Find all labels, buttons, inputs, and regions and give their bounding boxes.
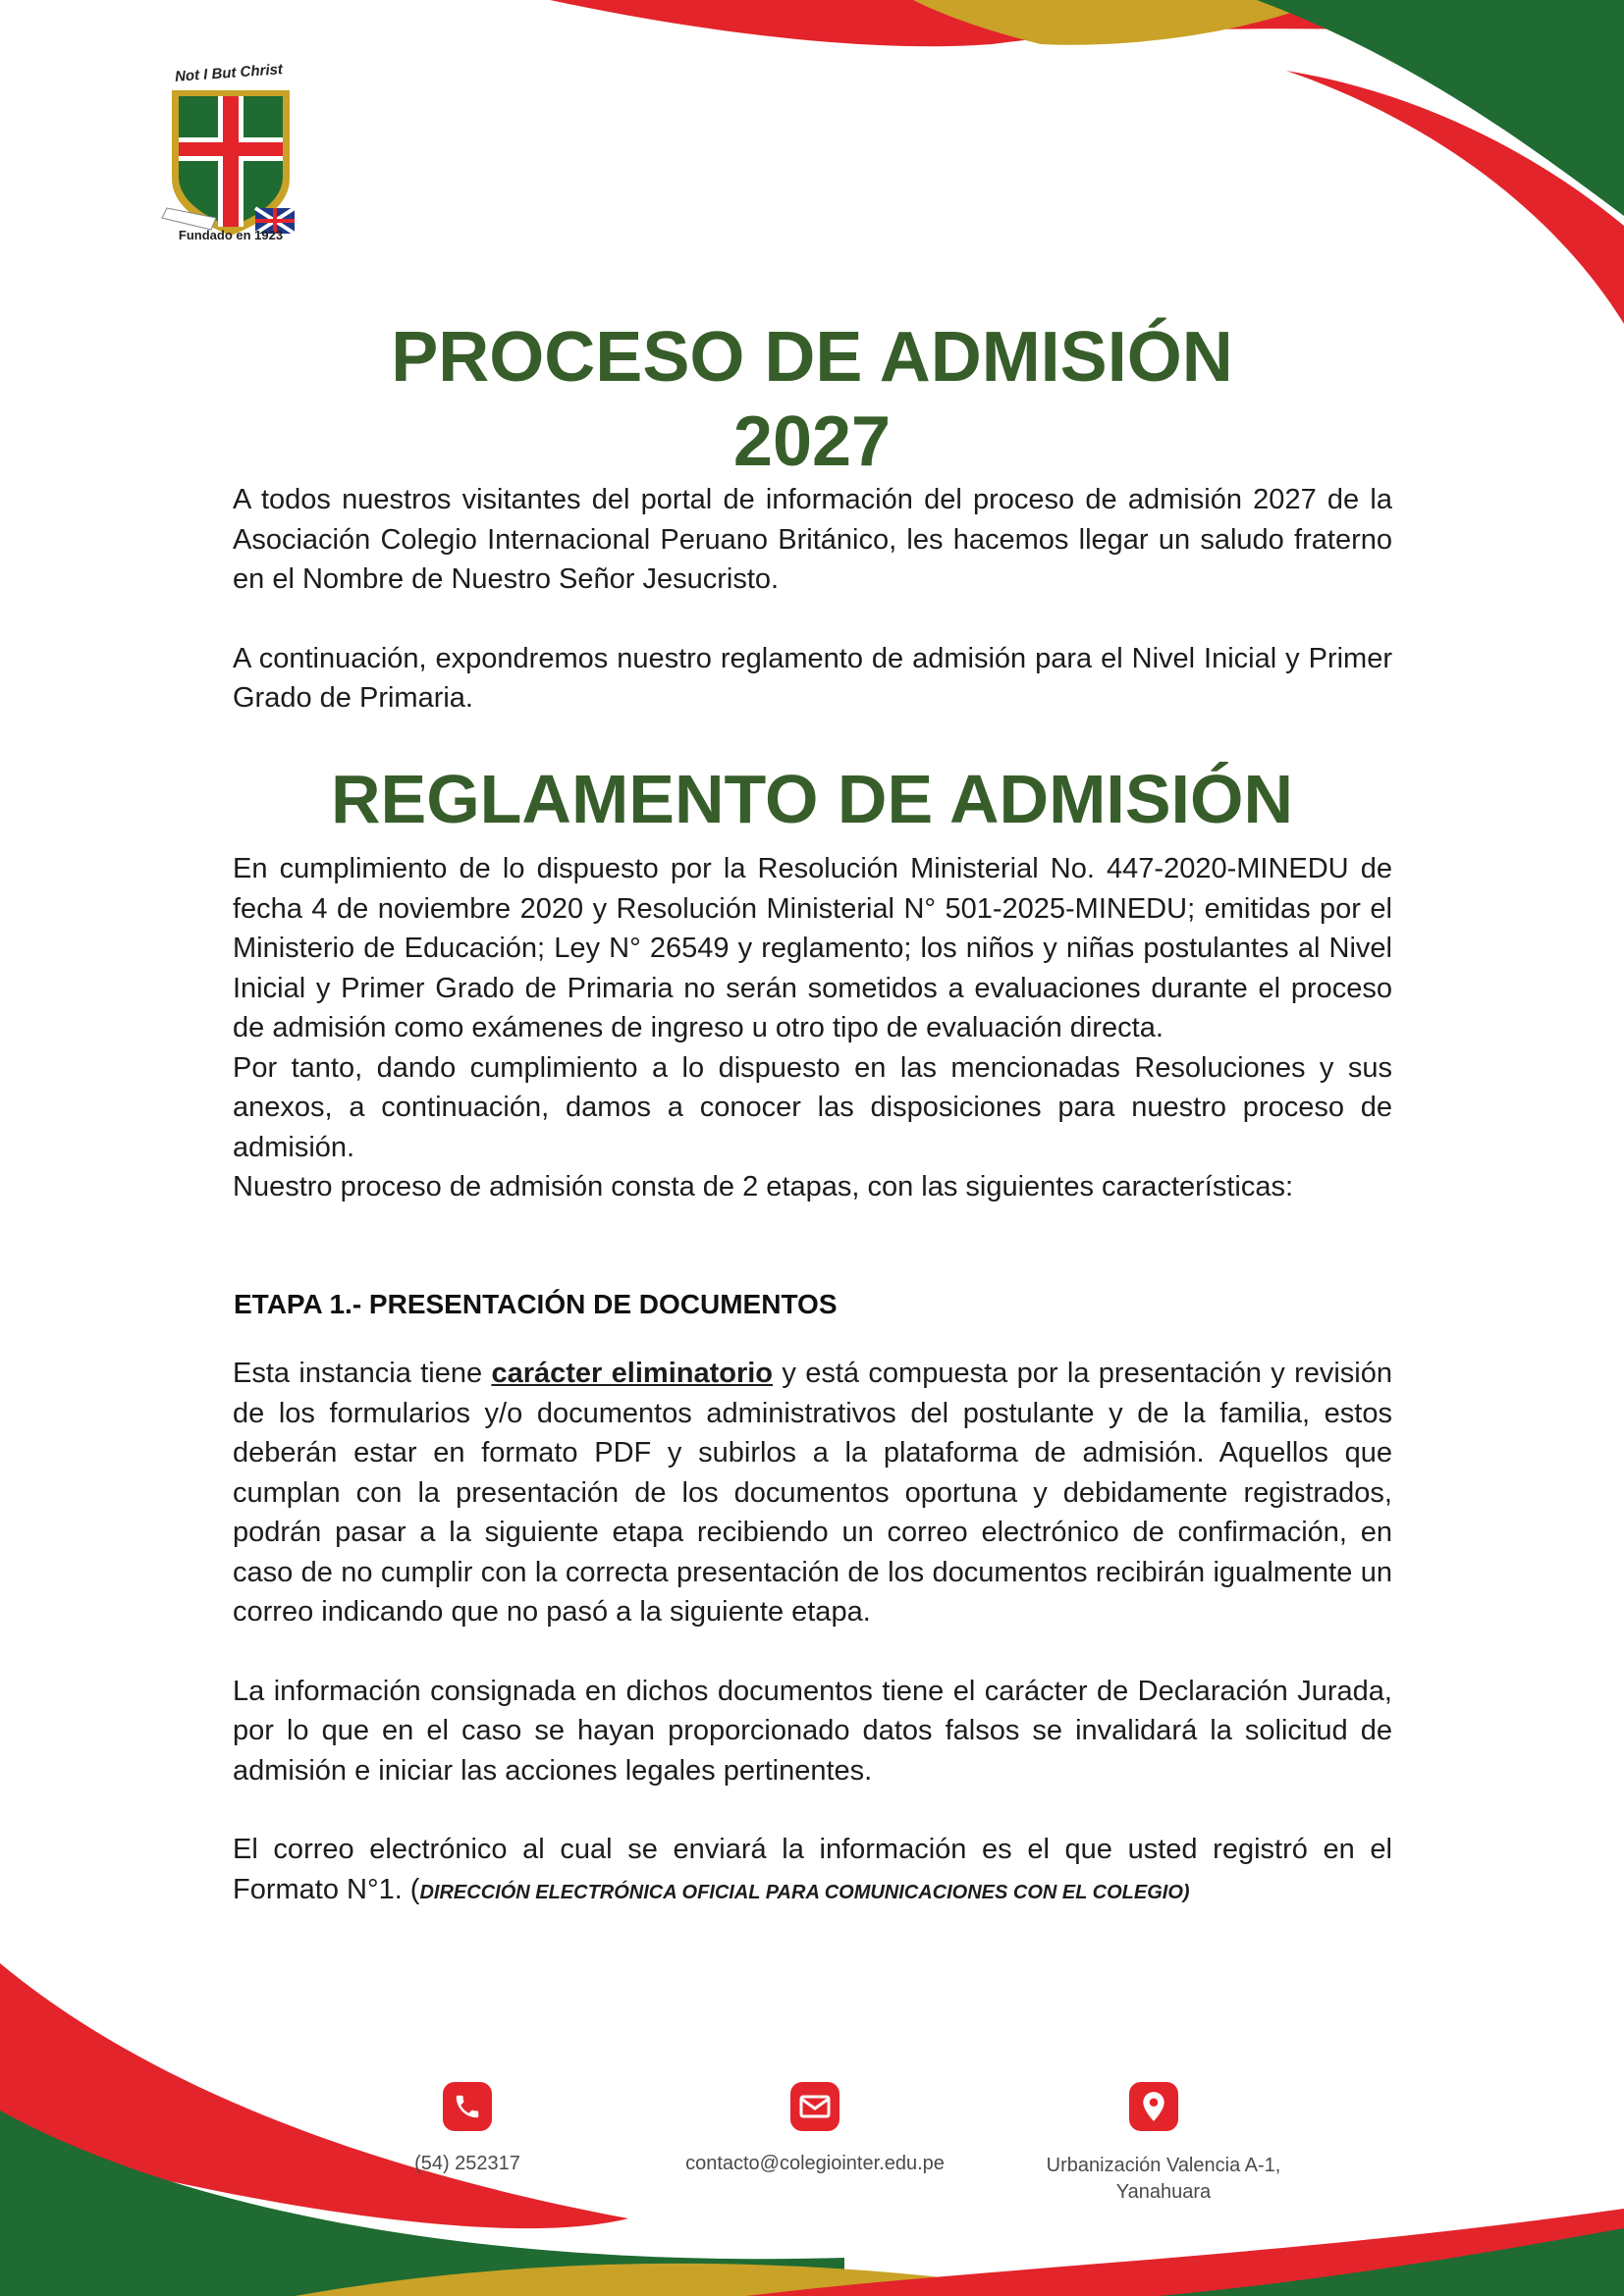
stage-1-paragraph-1 [233, 1354, 1392, 1632]
footer-phone: (54) 252317 [414, 2153, 520, 2174]
official-email-note: DIRECCIÓN ELECTRÓNICA OFICIAL PARA COMUNICACIONES CON EL COLEGIO) [419, 1881, 1190, 1903]
stage-1-paragraph-2: La información consignada en dichos documentos tiene el carácter de Declaración Jurada, por lo que en el caso se hayan proporcionado datos falsos se invalidará la solicitud de admisión e iniciar las acciones legales pertinentes. [233, 1675, 1392, 1787]
stage-1-heading: ETAPA 1.- PRESENTACIÓN DE DOCUMENTOS [234, 1289, 838, 1319]
location-pin-icon [1129, 2082, 1178, 2131]
stage-1-paragraph-3 [233, 1830, 1392, 1912]
regulation-section [233, 849, 1392, 1207]
regulation-paragraph-1: En cumplimiento de lo dispuesto por la Resolución Ministerial No. 447-2020-MINEDU de fecha 4 de noviembre 2020 y Resolución Ministerial N° 501-2025-MINEDU; emitidas por el Ministerio de Educación; Ley N° 26549 y reglamento; los niños y niñas postulantes al Nivel Inicial y Primer Grado de Primaria no serán sometidos a evaluaciones durante el proceso de admisión como exámenes de ingreso u otro tipo de evaluación directa. [233, 853, 1392, 1043]
eliminatory-emphasis: carácter eliminatorio [491, 1358, 774, 1389]
regulation-paragraph-2: Por tanto, dando cumplimiento a lo dispuesto en las mencionadas Resoluciones y sus anexos, a continuación, damos a conocer las disposiciones para nuestro proceso de admisión. [233, 1051, 1392, 1163]
footer-address-line-1: Urbanización Valencia A-1, [1046, 2155, 1281, 2176]
regulation-title: REGLAMENTO DE ADMISIÓN [330, 761, 1294, 837]
stage-1-section [233, 1354, 1392, 1912]
page-title-year: 2027 [732, 402, 892, 481]
regulation-paragraph-3: Nuestro proceso de admisión consta de 2 etapas, con las siguientes características: [233, 1171, 1294, 1202]
intro-paragraph-2: A continuación, expondremos nuestro reglamento de admisión para el Nivel Inicial y Primer Grado de Primaria. [233, 642, 1392, 714]
intro-section [233, 480, 1392, 719]
stage-1-text-a: Esta instancia tiene [233, 1358, 492, 1389]
intro-paragraph-1: A todos nuestros visitantes del portal de información del proceso de admisión 2027 de la Asociación Colegio Internacional Peruano Británico, les hacemos llegar un saludo fraterno en el Nombre de Nuestro Señor Jesucristo. [233, 484, 1392, 595]
footer-address [1021, 2153, 1306, 2206]
top-right-green [1257, 0, 1624, 216]
footer-address-line-2: Yanahuara [1115, 2181, 1212, 2203]
footer-email[interactable]: contacto@colegiointer.edu.pe [685, 2153, 945, 2174]
page-title: PROCESO DE ADMISIÓN [391, 318, 1233, 397]
email-icon [790, 2082, 839, 2131]
phone-icon [443, 2082, 492, 2131]
stage-1-text-b: y está compuesta por la presentación y revisión de los formularios y/o documentos administrativos del postulante y de la familia, estos deberán estar en formato PDF y subirlos a la plataforma de admisión. Aquellos que cumplan con la presentación de los documentos oportuna y debidamente registrados, podrán pasar a la siguiente etapa recibiendo un correo electrónico de confirmación, en caso de no cumplir con la correcta presentación de los documentos recibirán igualmente un correo indicando que no pasó a la siguiente etapa. [233, 1358, 1392, 1628]
logo-founded-text: Fundado en 1923 [178, 228, 284, 242]
email-note-text: El correo electrónico al cual se enviará la información es el que usted registró en el Formato N°1. ( [233, 1834, 1392, 1905]
logo-motto: Not I But Christ [174, 61, 284, 85]
